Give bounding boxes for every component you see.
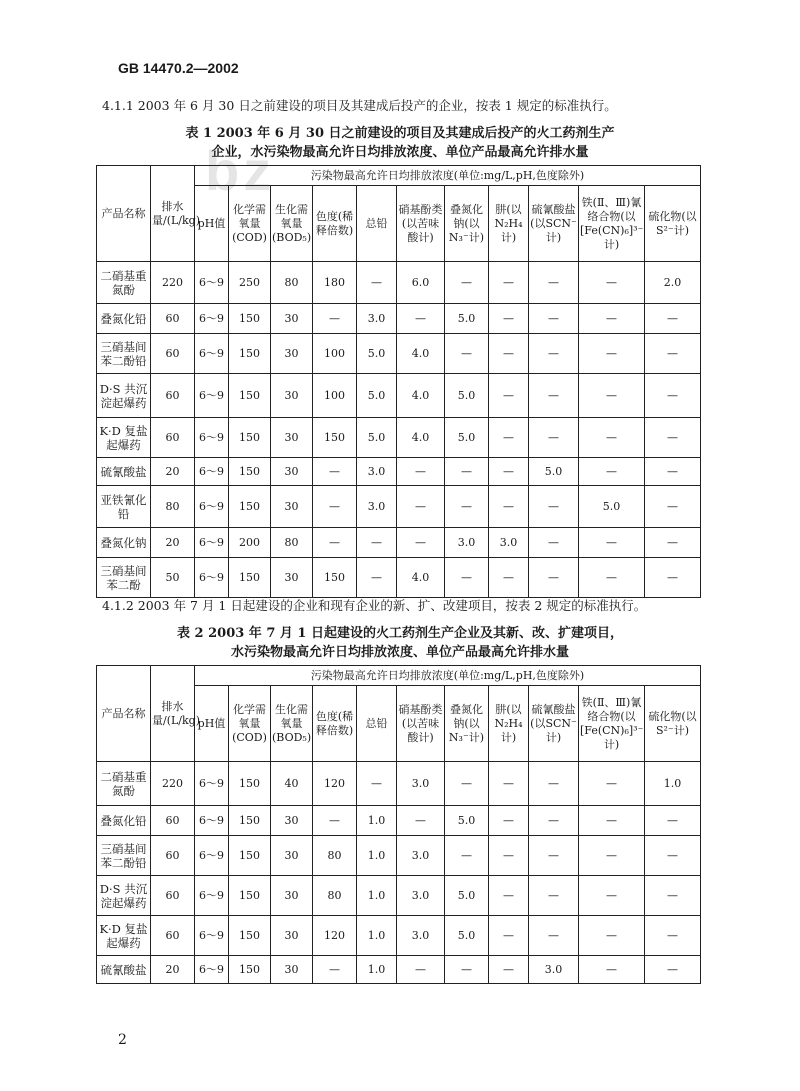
col-drainage: 排水量/(L/kg): [151, 666, 195, 762]
table-cell: 3.0: [357, 486, 397, 528]
table-cell: —: [579, 374, 645, 418]
col-iron-cyanide: 铁(Ⅱ、Ⅲ)氰络合物(以[Fe(CN)₆]³⁻计): [579, 186, 645, 262]
table-row: [97, 762, 701, 806]
table-cell: —: [489, 558, 529, 598]
table-cell: —: [529, 876, 579, 916]
table-cell: —: [489, 304, 529, 334]
table-cell: 6～9: [195, 486, 229, 528]
table-cell: 150: [229, 762, 271, 806]
table-cell: 150: [229, 458, 271, 486]
table-cell: 150: [229, 956, 271, 984]
table-cell: —: [645, 876, 701, 916]
table-cell: —: [529, 374, 579, 418]
table-cell: 3.0: [529, 956, 579, 984]
table-cell: —: [357, 262, 397, 304]
table-cell: —: [579, 528, 645, 558]
table-cell: 30: [271, 806, 313, 836]
table-cell: 100: [313, 374, 357, 418]
table-cell: 200: [229, 528, 271, 558]
table-cell: 20: [151, 956, 195, 984]
table-cell: 150: [229, 418, 271, 458]
table-cell: 80: [271, 528, 313, 558]
table2-caption-line2: 水污染物最高允许日均排放浓度、单位产品最高允许排水量: [230, 645, 569, 660]
col-bod5: 生化需氧量(BOD₅): [271, 686, 313, 762]
product-name-cell: 三硝基间苯二酚: [97, 558, 151, 598]
col-nitrophenols: 硝基酚类(以苦味酸计): [397, 686, 445, 762]
table-cell: 5.0: [445, 374, 489, 418]
page-number: 2: [118, 1032, 127, 1048]
table-cell: —: [489, 262, 529, 304]
table-cell: 30: [271, 458, 313, 486]
table-cell: —: [445, 956, 489, 984]
table-cell: 150: [229, 876, 271, 916]
table-row: [97, 528, 701, 558]
table-cell: 150: [313, 558, 357, 598]
table-cell: 20: [151, 458, 195, 486]
table-cell: 30: [271, 334, 313, 374]
table-cell: —: [529, 304, 579, 334]
table-cell: —: [489, 806, 529, 836]
table-cell: 6～9: [195, 528, 229, 558]
table-cell: 3.0: [397, 836, 445, 876]
table-cell: —: [529, 916, 579, 956]
table-cell: 220: [151, 762, 195, 806]
table-cell: 150: [229, 374, 271, 418]
table-row: [97, 304, 701, 334]
table-cell: —: [489, 916, 529, 956]
table-cell: —: [579, 458, 645, 486]
table-cell: —: [445, 558, 489, 598]
table-cell: —: [397, 806, 445, 836]
table-cell: —: [579, 836, 645, 876]
table-cell: —: [645, 304, 701, 334]
table-cell: —: [489, 836, 529, 876]
table-cell: —: [445, 458, 489, 486]
product-name-cell: 二硝基重氮酚: [97, 762, 151, 806]
product-name-cell: 叠氮化铅: [97, 304, 151, 334]
table-cell: —: [489, 956, 529, 984]
table-cell: —: [579, 262, 645, 304]
table-cell: 120: [313, 762, 357, 806]
clause-4-1-1: 4.1.1 2003 年 6 月 30 日之前建设的项目及其建成后投产的企业，按表 1 规定的标准执行。: [102, 98, 617, 113]
table-cell: 1.0: [357, 806, 397, 836]
table-row: [97, 262, 701, 304]
table-cell: 3.0: [489, 528, 529, 558]
table-cell: —: [579, 334, 645, 374]
table-cell: —: [397, 486, 445, 528]
table-cell: 5.0: [445, 418, 489, 458]
table-cell: 30: [271, 558, 313, 598]
table-cell: 150: [229, 558, 271, 598]
table-cell: —: [645, 528, 701, 558]
table-cell: 1.0: [357, 916, 397, 956]
col-hydrazine: 肼(以N₂H₄计): [489, 186, 529, 262]
table-cell: 80: [313, 876, 357, 916]
table-cell: 180: [313, 262, 357, 304]
table-cell: —: [313, 486, 357, 528]
table-cell: 250: [229, 262, 271, 304]
table-cell: 1.0: [357, 836, 397, 876]
group-header: 污染物最高允许日均排放浓度(单位:mg/L,pH,色度除外): [195, 666, 701, 686]
table-cell: —: [313, 956, 357, 984]
table-row: [97, 486, 701, 528]
table-cell: —: [645, 418, 701, 458]
table-cell: 3.0: [397, 876, 445, 916]
table-cell: 30: [271, 374, 313, 418]
table-cell: —: [445, 334, 489, 374]
table-cell: —: [489, 334, 529, 374]
table-cell: 150: [229, 304, 271, 334]
col-sodium-azide: 叠氮化钠(以N₃⁻计): [445, 686, 489, 762]
table-cell: —: [357, 762, 397, 806]
table-cell: 6～9: [195, 806, 229, 836]
table-cell: 30: [271, 956, 313, 984]
table-cell: —: [645, 956, 701, 984]
col-ph: pH值: [195, 686, 229, 762]
table-cell: —: [529, 558, 579, 598]
table-cell: 4.0: [397, 334, 445, 374]
table-cell: 60: [151, 374, 195, 418]
table-cell: —: [579, 304, 645, 334]
product-name-cell: 硫氰酸盐: [97, 956, 151, 984]
table-cell: —: [529, 486, 579, 528]
table-cell: 4.0: [397, 558, 445, 598]
table-cell: —: [313, 806, 357, 836]
table-cell: 5.0: [445, 806, 489, 836]
table-cell: 6～9: [195, 418, 229, 458]
table-cell: 5.0: [445, 304, 489, 334]
table-cell: 6～9: [195, 262, 229, 304]
table-cell: —: [579, 806, 645, 836]
table-cell: —: [579, 956, 645, 984]
table-cell: —: [645, 486, 701, 528]
table-cell: —: [645, 458, 701, 486]
table-cell: 3.0: [397, 762, 445, 806]
table-cell: —: [529, 836, 579, 876]
table-cell: —: [357, 528, 397, 558]
table2-caption-line1: 表 2 2003 年 7 月 1 日起建设的火工药剂生产企业及其新、改、扩建项目，: [177, 626, 623, 641]
table1-caption-line2: 企业，水污染物最高允许日均排放浓度、单位产品最高允许排水量: [211, 145, 589, 160]
clause-4-1-2: 4.1.2 2003 年 7 月 1 日起建设的企业和现有企业的新、扩、改建项目，按表 2 规定的标准执行。: [102, 598, 647, 613]
table-cell: 150: [229, 836, 271, 876]
table-row: [97, 558, 701, 598]
col-ph: pH值: [195, 186, 229, 262]
table-cell: —: [397, 304, 445, 334]
table-cell: 60: [151, 334, 195, 374]
table-cell: 20: [151, 528, 195, 558]
col-sodium-azide: 叠氮化钠(以N₃⁻计): [445, 186, 489, 262]
table-cell: —: [489, 374, 529, 418]
table2-caption: [0, 624, 800, 662]
table-cell: —: [579, 558, 645, 598]
table-cell: 50: [151, 558, 195, 598]
product-name-cell: 叠氮化铅: [97, 806, 151, 836]
table-cell: —: [445, 486, 489, 528]
table-cell: 80: [271, 262, 313, 304]
product-name-cell: 叠氮化钠: [97, 528, 151, 558]
table-cell: —: [579, 916, 645, 956]
product-name-cell: K·D 复盐起爆药: [97, 916, 151, 956]
table-cell: —: [445, 836, 489, 876]
table-cell: 60: [151, 876, 195, 916]
table-cell: —: [645, 374, 701, 418]
table-cell: —: [645, 806, 701, 836]
table-cell: —: [397, 458, 445, 486]
standard-code: GB 14470.2—2002: [118, 60, 239, 76]
table2: [96, 665, 701, 984]
table-cell: —: [645, 558, 701, 598]
table-cell: —: [529, 334, 579, 374]
table-row: [97, 836, 701, 876]
table-cell: —: [529, 762, 579, 806]
table-cell: 150: [229, 486, 271, 528]
group-header: 污染物最高允许日均排放浓度(单位:mg/L,pH,色度除外): [195, 166, 701, 186]
table-cell: 40: [271, 762, 313, 806]
table-cell: 60: [151, 916, 195, 956]
table-cell: 30: [271, 916, 313, 956]
table-cell: —: [445, 762, 489, 806]
col-sulfide: 硫化物(以S²⁻计): [645, 186, 701, 262]
table-cell: —: [489, 458, 529, 486]
table-cell: —: [579, 762, 645, 806]
table-cell: 30: [271, 418, 313, 458]
col-color: 色度(稀释倍数): [313, 186, 357, 262]
table-cell: 6～9: [195, 304, 229, 334]
col-iron-cyanide: 铁(Ⅱ、Ⅲ)氰络合物(以[Fe(CN)₆]³⁻计): [579, 686, 645, 762]
product-name-cell: K·D 复盐起爆药: [97, 418, 151, 458]
table-cell: —: [579, 418, 645, 458]
table-cell: 5.0: [357, 374, 397, 418]
table-cell: 1.0: [357, 956, 397, 984]
table-cell: —: [397, 528, 445, 558]
table-cell: 6～9: [195, 836, 229, 876]
table-cell: 4.0: [397, 418, 445, 458]
table-cell: 30: [271, 486, 313, 528]
table-cell: —: [313, 458, 357, 486]
table-cell: —: [357, 558, 397, 598]
table-cell: 30: [271, 876, 313, 916]
col-sulfide: 硫化物(以S²⁻计): [645, 686, 701, 762]
table1: [96, 165, 701, 598]
table-cell: —: [529, 262, 579, 304]
table-cell: —: [529, 418, 579, 458]
table-cell: 60: [151, 836, 195, 876]
table-cell: 5.0: [529, 458, 579, 486]
watermark: bz: [205, 139, 276, 202]
table-cell: —: [489, 486, 529, 528]
table-cell: 5.0: [357, 418, 397, 458]
table-cell: —: [529, 528, 579, 558]
table-cell: 60: [151, 806, 195, 836]
table-cell: —: [313, 528, 357, 558]
col-bod5: 生化需氧量(BOD₅): [271, 186, 313, 262]
table-cell: 6～9: [195, 334, 229, 374]
col-total-lead: 总铅: [357, 686, 397, 762]
table-cell: —: [489, 762, 529, 806]
table-cell: 6～9: [195, 558, 229, 598]
table-cell: 2.0: [645, 262, 701, 304]
col-cod: 化学需氧量(COD): [229, 186, 271, 262]
table-cell: 80: [151, 486, 195, 528]
table-row: [97, 806, 701, 836]
table-cell: 3.0: [397, 916, 445, 956]
table-cell: 220: [151, 262, 195, 304]
table-cell: —: [313, 304, 357, 334]
table-cell: 1.0: [357, 876, 397, 916]
table-row: [97, 458, 701, 486]
product-name-cell: 亚铁氰化铅: [97, 486, 151, 528]
table-cell: 150: [313, 418, 357, 458]
table1-caption-line1: 表 1 2003 年 6 月 30 日之前建设的项目及其建成后投产的火工药剂生产: [185, 126, 615, 141]
table-row: [97, 916, 701, 956]
product-name-cell: 三硝基间苯二酚铅: [97, 334, 151, 374]
table-row: [97, 334, 701, 374]
table-cell: 60: [151, 418, 195, 458]
table-cell: 6.0: [397, 262, 445, 304]
table-cell: 30: [271, 836, 313, 876]
table-cell: 5.0: [445, 876, 489, 916]
table-cell: 6～9: [195, 458, 229, 486]
table-cell: —: [579, 876, 645, 916]
table-row: [97, 956, 701, 984]
table-cell: 6～9: [195, 762, 229, 806]
table-cell: 3.0: [357, 304, 397, 334]
table-cell: 150: [229, 806, 271, 836]
table-cell: 80: [313, 836, 357, 876]
table-cell: —: [397, 956, 445, 984]
product-name-cell: D·S 共沉淀起爆药: [97, 876, 151, 916]
col-product-name: 产品名称: [97, 666, 151, 762]
product-name-cell: 二硝基重氮酚: [97, 262, 151, 304]
table-cell: —: [489, 876, 529, 916]
table-row: [97, 374, 701, 418]
table-cell: —: [489, 418, 529, 458]
table-cell: —: [529, 806, 579, 836]
table-cell: 1.0: [645, 762, 701, 806]
product-name-cell: D·S 共沉淀起爆药: [97, 374, 151, 418]
product-name-cell: 硫氰酸盐: [97, 458, 151, 486]
table-cell: 5.0: [579, 486, 645, 528]
table-cell: 100: [313, 334, 357, 374]
table-cell: 150: [229, 916, 271, 956]
col-thiocyanate: 硫氰酸盐(以SCN⁻计): [529, 686, 579, 762]
table-row: [97, 418, 701, 458]
table-cell: —: [445, 262, 489, 304]
col-color: 色度(稀释倍数): [313, 686, 357, 762]
table-cell: —: [645, 334, 701, 374]
col-product-name: 产品名称: [97, 166, 151, 262]
table-cell: —: [645, 836, 701, 876]
table-cell: 4.0: [397, 374, 445, 418]
table-cell: 3.0: [445, 528, 489, 558]
table-cell: 6～9: [195, 876, 229, 916]
table1-caption: [0, 124, 800, 162]
col-drainage: 排水量/(L/kg): [151, 166, 195, 262]
product-name-cell: 三硝基间苯二酚铅: [97, 836, 151, 876]
col-cod: 化学需氧量(COD): [229, 686, 271, 762]
col-thiocyanate: 硫氰酸盐(以SCN⁻计): [529, 186, 579, 262]
col-hydrazine: 肼(以N₂H₄计): [489, 686, 529, 762]
table-cell: 6～9: [195, 374, 229, 418]
table-cell: —: [645, 916, 701, 956]
col-total-lead: 总铅: [357, 186, 397, 262]
table-cell: 30: [271, 304, 313, 334]
table-cell: 5.0: [445, 916, 489, 956]
table-cell: 6～9: [195, 916, 229, 956]
table-cell: 120: [313, 916, 357, 956]
table-row: [97, 876, 701, 916]
table-cell: 3.0: [357, 458, 397, 486]
table-cell: 5.0: [357, 334, 397, 374]
table-cell: 150: [229, 334, 271, 374]
table-cell: 6～9: [195, 956, 229, 984]
col-nitrophenols: 硝基酚类(以苦味酸计): [397, 186, 445, 262]
table-cell: 60: [151, 304, 195, 334]
